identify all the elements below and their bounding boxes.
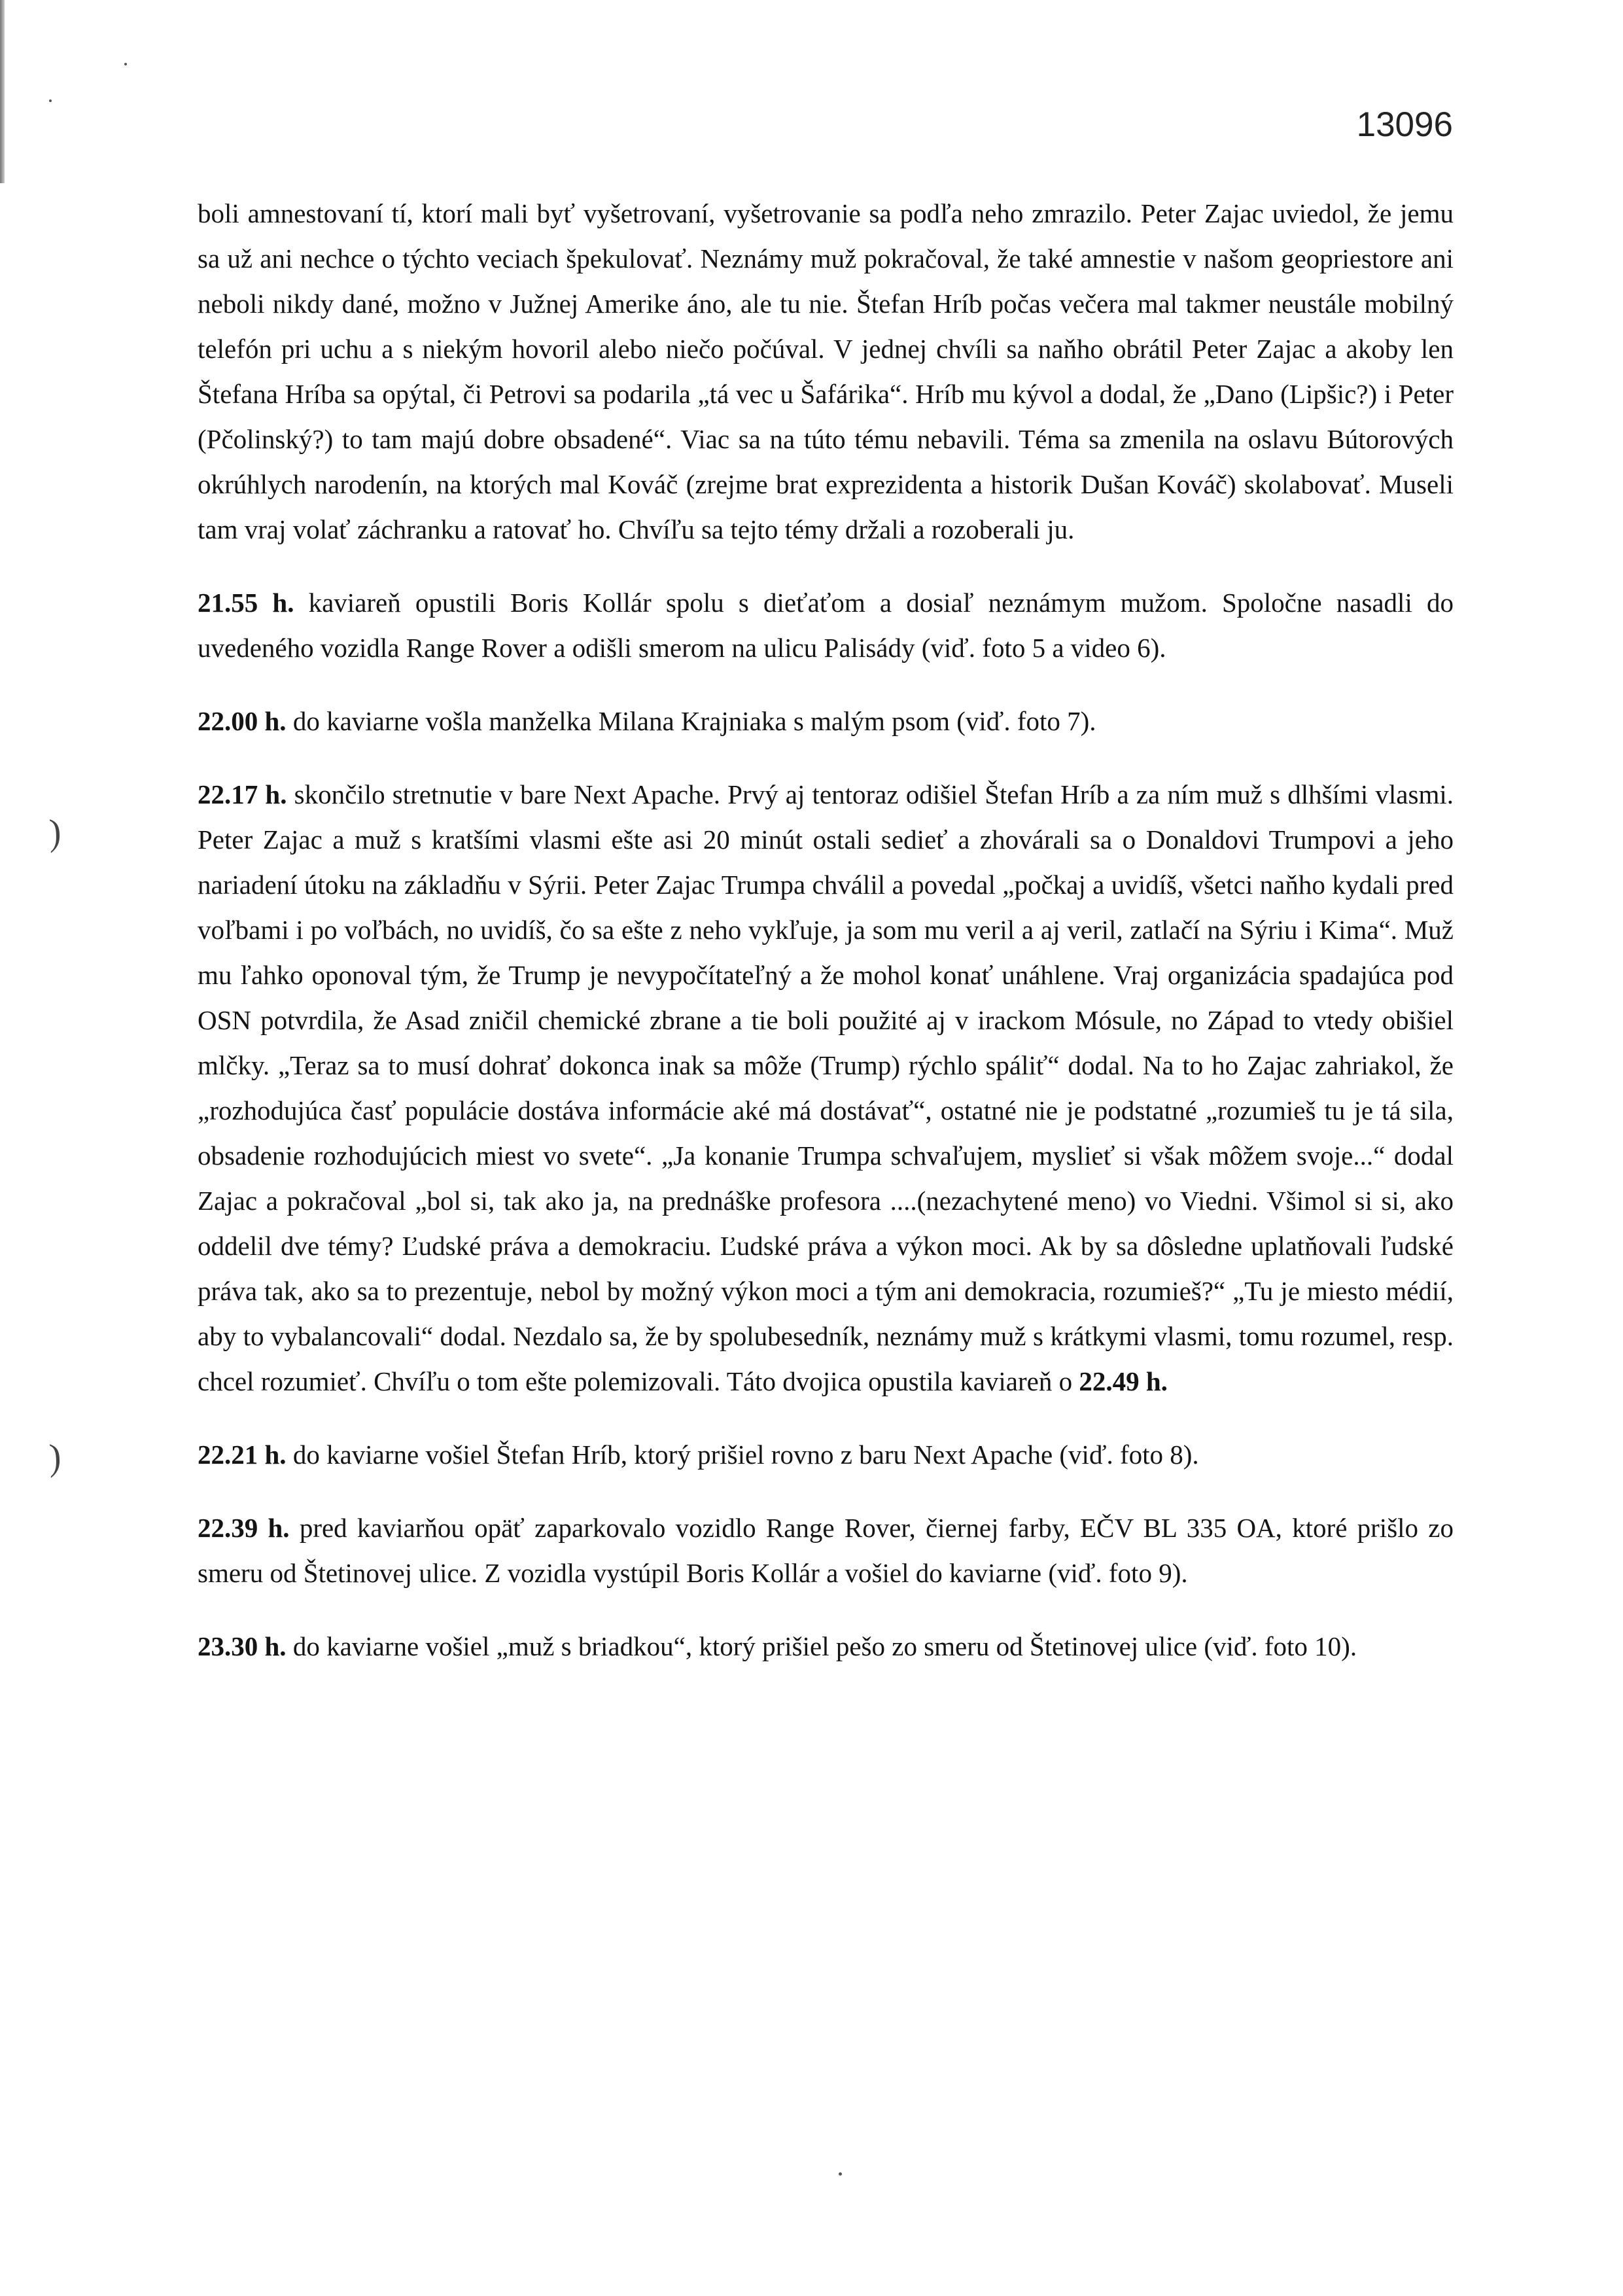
time-stamp: 22.00 h. (198, 706, 287, 736)
time-stamp: 22.49 h. (1079, 1366, 1168, 1396)
paragraph-text: pred kaviarňou opäť zaparkovalo vozidlo Range Rover, čiernej farby, EČV BL 335 OA, ktoré prišlo zo smeru od Štetinovej ulice. Z vozidla vystúpil Boris Kollár a vošiel do kaviarne (viď. foto 9). (198, 1513, 1454, 1588)
paragraph (198, 772, 1454, 1404)
time-stamp: 21.55 h. (198, 588, 294, 618)
paragraph-text: boli amnestovaní tí, ktorí mali byť vyšetrovaní, vyšetrovanie sa podľa neho zmrazilo. Peter Zajac uviedol, že jemu sa už ani nechce o týchto veciach špekulovať. Neznámy muž pokračoval, že také amnestie v našom geopriestore ani neboli nikdy dané, možno v Južnej Amerike áno, ale tu nie. Štefan Hríb počas večera mal takmer neustále mobilný telefón pri uchu a s niekým hovoril alebo niečo počúval. V jednej chvíli sa naňho obrátil Peter Zajac a akoby len Štefana Hríba sa opýtal, či Petrovi sa podarila „tá vec u Šafárika“. Hríb mu kývol a dodal, že „Dano (Lipšic?) i Peter (Pčolinský?) to tam majú dobre obsadené“. Viac sa na túto tému nebavili. Téma sa zmenila na oslavu Bútorových okrúhlych narodenín, na ktorých mal Kováč (zrejme brat exprezidenta a historik Dušan Kováč) skolabovať. Museli tam vraj volať záchranku a ratovať ho. Chvíľu sa tejto témy držali a rozoberali ju. (198, 198, 1454, 544)
paragraph (198, 580, 1454, 671)
time-stamp: 22.21 h. (198, 1439, 287, 1470)
scan-speck (839, 2172, 842, 2176)
paragraph (198, 1432, 1454, 1477)
document-body (198, 191, 1454, 1697)
page-number: 13096 (1356, 105, 1453, 144)
margin-mark: ) (44, 811, 65, 854)
time-stamp: 22.39 h. (198, 1513, 290, 1543)
paragraph-text: do kaviarne vošiel „muž s briadkou“, ktorý prišiel pešo zo smeru od Štetinovej ulice (viď. foto 10). (286, 1631, 1357, 1661)
paragraph (198, 191, 1454, 552)
scan-speck (49, 99, 52, 102)
time-stamp: 22.17 h. (198, 779, 287, 809)
time-stamp: 23.30 h. (198, 1631, 287, 1661)
margin-mark: ) (44, 1436, 65, 1479)
paragraph-text: do kaviarne vošla manželka Milana Krajniaka s malým psom (viď. foto 7). (286, 706, 1096, 736)
paragraph-text: kaviareň opustili Boris Kollár spolu s dieťaťom a dosiaľ neznámym mužom. Spoločne nasadli do uvedeného vozidla Range Rover a odišli smerom na ulicu Palisády (viď. foto 5 a video 6). (198, 588, 1454, 663)
paragraph (198, 699, 1454, 744)
paragraph-text: skončilo stretnutie v bare Next Apache. Prvý aj tentoraz odišiel Štefan Hríb a za ním muž s dlhšími vlasmi. Peter Zajac a muž s kratšími vlasmi ešte asi 20 minút ostali sedieť a zhovárali sa o Donaldovi Trumpovi a jeho nariadení útoku na základňu v Sýrii. Peter Zajac Trumpa chválil a povedal „počkaj a uvidíš, všetci naňho kydali pred voľbami i po voľbách, no uvidíš, čo sa ešte z neho vykľuje, ja som mu veril a aj veril, zatlačí na Sýriu i Kima“. Muž mu ľahko oponoval tým, že Trump je nevypočítateľný a že mohol konať unáhlene. Vraj organizácia spadajúca pod OSN potvrdila, že Asad zničil chemické zbrane a tie boli použité aj v irackom Mósule, no Západ to vtedy obišiel mlčky. „Teraz sa to musí dohrať dokonca inak sa môže (Trump) rýchlo spáliť“ dodal. Na to ho Zajac zahriakol, že „rozhodujúca časť populácie dostáva informácie aké má dostávať“, ostatné nie je podstatné „rozumieš tu je tá sila, obsadenie rozhodujúcich miest vo svete“. „Ja konanie Trumpa schvaľujem, myslieť si však môžem svoje...“ dodal Zajac a pokračoval „bol si, tak ako ja, na prednáške profesora ....(nezachytené meno) vo Viedni. Všimol si si, ako oddelil dve témy? Ľudské práva a demokraciu. Ľudské práva a výkon moci. Ak by sa dôsledne uplatňovali ľudské práva tak, ako sa to prezentuje, nebol by možný výkon moci a tým ani demokracia, rozumieš?“ „Tu je miesto médií, aby to vybalancovali“ dodal. Nezdalo sa, že by spolubesedník, neznámy muž s krátkymi vlasmi, tomu rozumel, resp. chcel rozumieť. Chvíľu o tom ešte polemizovali. Táto dvojica opustila kaviareň o (198, 779, 1454, 1396)
paragraph (198, 1506, 1454, 1596)
scan-speck (124, 63, 127, 65)
scan-edge (0, 0, 5, 183)
paragraph-text: do kaviarne vošiel Štefan Hríb, ktorý prišiel rovno z baru Next Apache (viď. foto 8). (286, 1439, 1199, 1470)
paragraph (198, 1624, 1454, 1669)
